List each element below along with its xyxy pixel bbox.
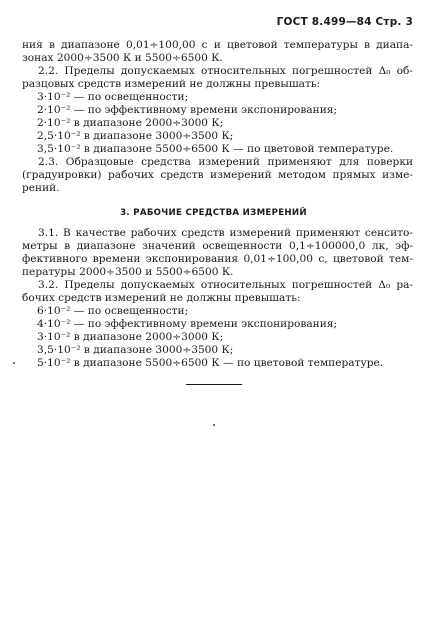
text-line: 2.3. Образцовые средства измерений применяют для поверки xyxy=(38,156,413,168)
text-line: бочих средств измерений не должны превышать: xyxy=(22,292,301,304)
text-line: 3.1. В качестве рабочих средств измерений применяют сенсито- xyxy=(38,227,413,239)
list-item: 5·10⁻² в диапазоне 5500÷6500 К — по цветовой температуре. xyxy=(37,357,384,369)
text-line: пературы 2000÷3500 и 5500÷6500 К. xyxy=(22,266,234,278)
text-line: 3.2. Пределы допускаемых относительных погрешностей Δ₀ ра- xyxy=(38,279,413,291)
list-item: 3·10⁻² в диапазоне 2000÷3000 К; xyxy=(37,331,224,343)
section-heading: 3. РАБОЧИЕ СРЕДСТВА ИЗМЕРЕНИЙ xyxy=(120,208,307,218)
text-line: рений. xyxy=(22,182,60,194)
scan-speck xyxy=(13,362,15,364)
text-line: метры в диапазоне значений освещенности 0,1÷100000,0 лк, эф- xyxy=(22,240,413,252)
text-line: разцовых средств измерений не должны превышать: xyxy=(22,78,321,90)
text-line: 2.2. Пределы допускаемых относительных погрешностей Δ₀ об- xyxy=(38,65,413,77)
list-item: 3,5·10⁻² в диапазоне 5500÷6500 К — по цветовой температуре. xyxy=(37,143,394,155)
page-header: ГОСТ 8.499—84 Стр. 3 xyxy=(276,16,413,28)
end-rule xyxy=(186,384,242,385)
text-line: зонах 2000÷3500 К и 5500÷6500 К. xyxy=(22,52,223,64)
text-line: фективного времени экспонирования 0,01÷100,00 с, цветовой тем- xyxy=(22,253,413,265)
text-line: ния в диапазоне 0,01÷100,00 с и цветовой температуры в диапа- xyxy=(22,39,413,51)
list-item: 6·10⁻² — по освещенности; xyxy=(37,305,189,317)
text-line: (градуировки) рабочих средств измерений методом прямых изме- xyxy=(22,169,413,181)
list-item: 2,5·10⁻² в диапазоне 3000÷3500 К; xyxy=(37,130,234,142)
list-item: 2·10⁻² — по эффективному времени экспонирования; xyxy=(37,104,338,116)
scan-speck xyxy=(213,424,215,426)
list-item: 2·10⁻² в диапазоне 2000÷3000 К; xyxy=(37,117,224,129)
list-item: 4·10⁻² — по эффективному времени экспонирования; xyxy=(37,318,338,330)
list-item: 3·10⁻² — по освещенности; xyxy=(37,91,189,103)
list-item: 3,5·10⁻² в диапазоне 3000÷3500 К; xyxy=(37,344,234,356)
